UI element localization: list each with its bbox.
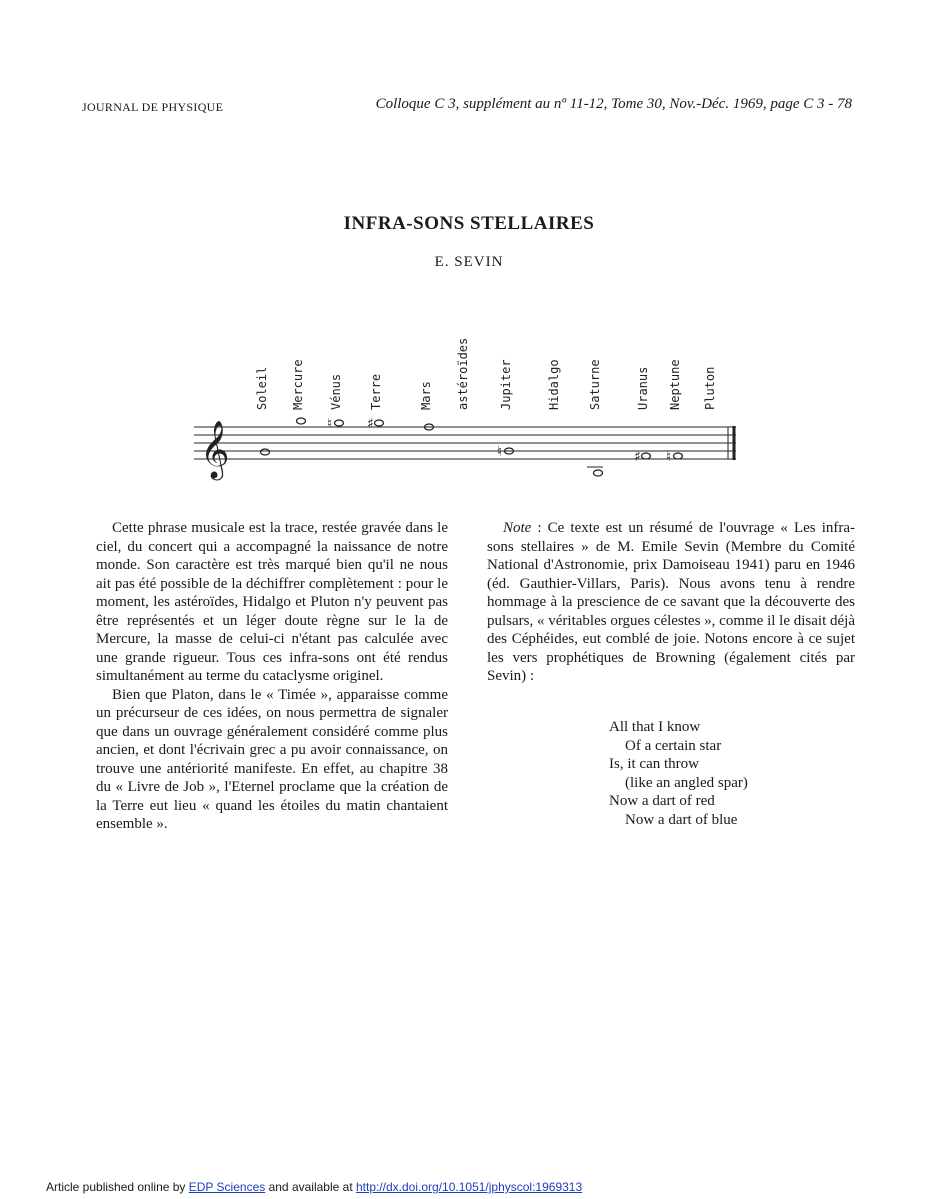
note-head xyxy=(335,420,344,426)
planet-label: Hidalgo xyxy=(547,359,561,410)
note-head xyxy=(261,449,270,455)
treble-clef-icon: 𝄞 xyxy=(200,420,230,478)
planet-label: Saturne xyxy=(588,359,602,410)
note-head xyxy=(375,420,384,426)
poem-line: Of a certain star xyxy=(625,737,722,754)
planet-label: Uranus xyxy=(636,366,650,410)
citation-line: Colloque C 3, supplément au nº 11-12, Tome 30, Nov.-Déc. 1969, page C 3 - 78 xyxy=(375,96,852,112)
left-column xyxy=(96,519,448,834)
footer-prefix: Article published online by xyxy=(46,1180,189,1194)
note-head xyxy=(594,470,603,476)
article-title: INFRA-SONS STELLAIRES xyxy=(343,213,595,234)
paragraph: Bien que Platon, dans le « Timée », apparaisse comme un précurseur de ces idées, on nous permettra de signaler que dans un ouvrage généralement considéré comme plus ancien, et dont l'écrivain grec a pu avoir connaissance, on trouve une antériorité manifeste. En effet, au chapitre 38 du « Livre de Job », l'Eternel proclame que la création de la Terre eut lieu « quand les étoiles du matin chantaient ensemble ». xyxy=(96,686,448,832)
footer xyxy=(46,1180,582,1194)
paragraph: Cette phrase musicale est la trace, restée gravée dans le ciel, du concert qui a accompagné la naissance de notre monde. Son caractère est très marqué bien qu'il ne nous ait pas été possible de la déchiffrer complètement : pour le moment, les astéroïdes, Hidalgo et Pluton n'y peuvent pas être représentés et un léger doute règne sur le la de Mercure, la masse de celui-ci n'étant pas calculée avec une grande rigueur. Tous ces infra-sons ont été rendus simultanément au terme du cataclysme originel. xyxy=(96,520,448,684)
note-paragraph xyxy=(487,519,855,686)
natural-icon: ♮ xyxy=(497,444,503,460)
planet-label: Pluton xyxy=(703,366,717,410)
right-column xyxy=(487,519,855,686)
poem xyxy=(609,718,748,829)
planet-label: astéroïdes xyxy=(456,337,470,410)
article-author: E. SEVIN xyxy=(434,254,504,270)
note-head xyxy=(297,418,306,424)
sharp-icon: ♯ xyxy=(367,416,374,432)
poem-line: Is, it can throw xyxy=(609,756,699,772)
musical-staff xyxy=(190,320,750,485)
planet-label: Mars xyxy=(419,381,433,410)
journal-name: JOURNAL DE PHYSIQUE xyxy=(82,100,224,114)
planet-label: Mercure xyxy=(291,359,305,410)
natural-icon: ♮ xyxy=(327,416,333,432)
note-head xyxy=(642,453,651,459)
note-head xyxy=(674,453,683,459)
poem-line: Now a dart of red xyxy=(609,793,715,809)
planet-label: Jupiter xyxy=(499,359,513,410)
planet-label: Vénus xyxy=(329,373,343,410)
sharp-icon: ♯ xyxy=(634,449,641,465)
note-text: : Ce texte est un résumé de l'ouvrage « Les infra-sons stellaires » de M. Emile Sevin (Membre du Comité National d'Astronomie, prix Damoiseau 1941) paru en 1946 (éd. Gauthier-Villars, Paris). Nous avons tenu à rendre hommage à la prescience de ce savant que la découverte des pulsars, « véritables orgues célestes », comme il le disait déjà des Céphéides, eut comblé de joie. Notons encore à ce sujet les vers prophétiques de Browning (également cités par Sevin) : xyxy=(487,520,855,684)
publisher-link[interactable]: EDP Sciences xyxy=(188,1180,266,1194)
planet-label: Neptune xyxy=(668,359,682,410)
doi-link[interactable]: http://dx.doi.org/10.1051/jphyscol:1969313 xyxy=(355,1180,583,1194)
poem-line: (like an angled spar) xyxy=(625,774,748,791)
planet-label: Soleil xyxy=(255,366,269,410)
footer-middle: and available at xyxy=(265,1180,356,1194)
poem-line: All that I know xyxy=(609,719,701,735)
natural-icon: ♮ xyxy=(666,449,672,465)
poem-line: Now a dart of blue xyxy=(625,811,738,828)
note-label: Note xyxy=(503,520,532,536)
planet-label: Terre xyxy=(369,373,383,410)
